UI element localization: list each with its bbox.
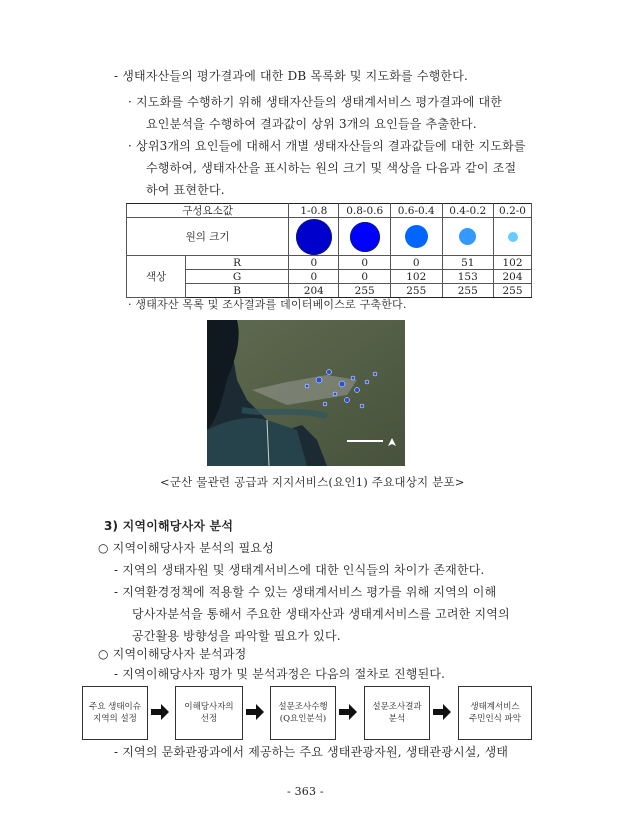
table-header-label: 구성요소값 xyxy=(127,204,289,218)
table-cell: 255 xyxy=(494,284,532,298)
right-arrow-icon xyxy=(338,702,358,722)
right-arrow-icon xyxy=(245,702,265,722)
right-arrow-icon xyxy=(150,702,170,722)
color-row-label: 색상 xyxy=(127,256,186,298)
table-cell: 102 xyxy=(494,256,532,270)
paragraph-line: 하여 표현한다. xyxy=(146,183,225,197)
table-cell: 204 xyxy=(289,284,339,298)
table-cell: 0 xyxy=(390,256,442,270)
flow-step: 생태계서비스 주민인식 파악 xyxy=(458,686,532,740)
size-circle xyxy=(459,228,476,245)
size-circle xyxy=(350,222,380,252)
map-caption: <군산 물관련 공급과 지지서비스(요인1) 주요대상지 분포> xyxy=(160,475,465,489)
channel-label: B xyxy=(186,284,289,298)
table-cell: 51 xyxy=(442,256,494,270)
paragraph-line: 수행하여, 생태자산을 표시하는 원의 크기 및 색상을 다음과 같이 조절 xyxy=(146,161,517,175)
paragraph-line: 당사자분석을 통해서 주요한 생태자산과 생태계서비스를 고려한 지역의 xyxy=(132,607,510,621)
flow-step: 주요 생태이슈 지역의 설정 xyxy=(82,686,148,740)
flow-step: 이해당사자의 선정 xyxy=(175,686,243,740)
circle-cell xyxy=(289,218,339,256)
paragraph-line: - 지역이해당사자 평가 및 분석과정은 다음의 절차로 진행된다. xyxy=(114,667,446,681)
table-cell: 0 xyxy=(289,256,339,270)
section-heading: 3) 지역이해당사자 분석 xyxy=(104,519,234,533)
list-item: ○ 지역이해당사자 분석과정 xyxy=(98,647,247,661)
table-header-range: 0.8-0.6 xyxy=(339,204,391,218)
paragraph-line: · 상위3개의 요인들에 대해서 개별 생태자산들의 결과값들에 대한 지도화를 xyxy=(128,139,526,153)
circle-cell xyxy=(390,218,442,256)
paragraph-line: · 지도화를 수행하기 위해 생태자산들의 생태계서비스 평가결과에 대한 xyxy=(128,95,503,109)
circle-cell xyxy=(494,218,532,256)
list-item: ○ 지역이해당사자 분석의 필요성 xyxy=(98,541,275,555)
paragraph-line: - 지역의 생태자원 및 생태계서비스에 대한 인식들의 차이가 존재한다. xyxy=(114,563,485,577)
color-size-table xyxy=(126,203,532,298)
paragraph-line: 요인분석을 수행하여 결과값이 상위 3개의 요인들을 추출한다. xyxy=(146,117,477,131)
table-header-range: 0.4-0.2 xyxy=(442,204,494,218)
circle-cell xyxy=(339,218,391,256)
table-cell: 0 xyxy=(339,270,391,284)
table-header-range: 1-0.8 xyxy=(289,204,339,218)
size-row-label: 원의 크기 xyxy=(127,218,289,256)
size-circle xyxy=(296,219,332,255)
table-cell: 255 xyxy=(339,284,391,298)
size-circle xyxy=(508,232,518,242)
db-bullet: · 생태자산 목록 및 조사결과를 데이터베이스로 구축한다. xyxy=(128,298,407,311)
table-cell: 0 xyxy=(289,270,339,284)
page-number: - 363 - xyxy=(287,785,324,798)
table-cell: 153 xyxy=(442,270,494,284)
size-circle xyxy=(405,225,428,248)
table-cell: 0 xyxy=(339,256,391,270)
table-header-range: 0.2-0 xyxy=(494,204,532,218)
table-header-range: 0.6-0.4 xyxy=(390,204,442,218)
right-arrow-icon xyxy=(432,702,452,722)
table-cell: 255 xyxy=(442,284,494,298)
table-cell: 102 xyxy=(390,270,442,284)
paragraph-line: - 지역환경정책에 적용할 수 있는 생태계서비스 평가를 위해 지역의 이해 xyxy=(114,585,497,599)
paragraph-line: - 지역의 문화관광과에서 제공하는 주요 생태관광자원, 생태관광시설, 생태 xyxy=(114,745,509,759)
channel-label: G xyxy=(186,270,289,284)
circle-cell xyxy=(442,218,494,256)
flow-step: 설문조사수행 (Q요인분석) xyxy=(270,686,336,740)
flow-step: 설문조사결과 분석 xyxy=(364,686,430,740)
table-cell: 204 xyxy=(494,270,532,284)
satellite-map xyxy=(207,320,405,466)
channel-label: R xyxy=(186,256,289,270)
paragraph-line: 공간활용 방향성을 파악할 필요가 있다. xyxy=(132,629,341,643)
paragraph-line: - 생태자산들의 평가결과에 대한 DB 목록화 및 지도화를 수행한다. xyxy=(114,69,469,83)
table-cell: 255 xyxy=(390,284,442,298)
